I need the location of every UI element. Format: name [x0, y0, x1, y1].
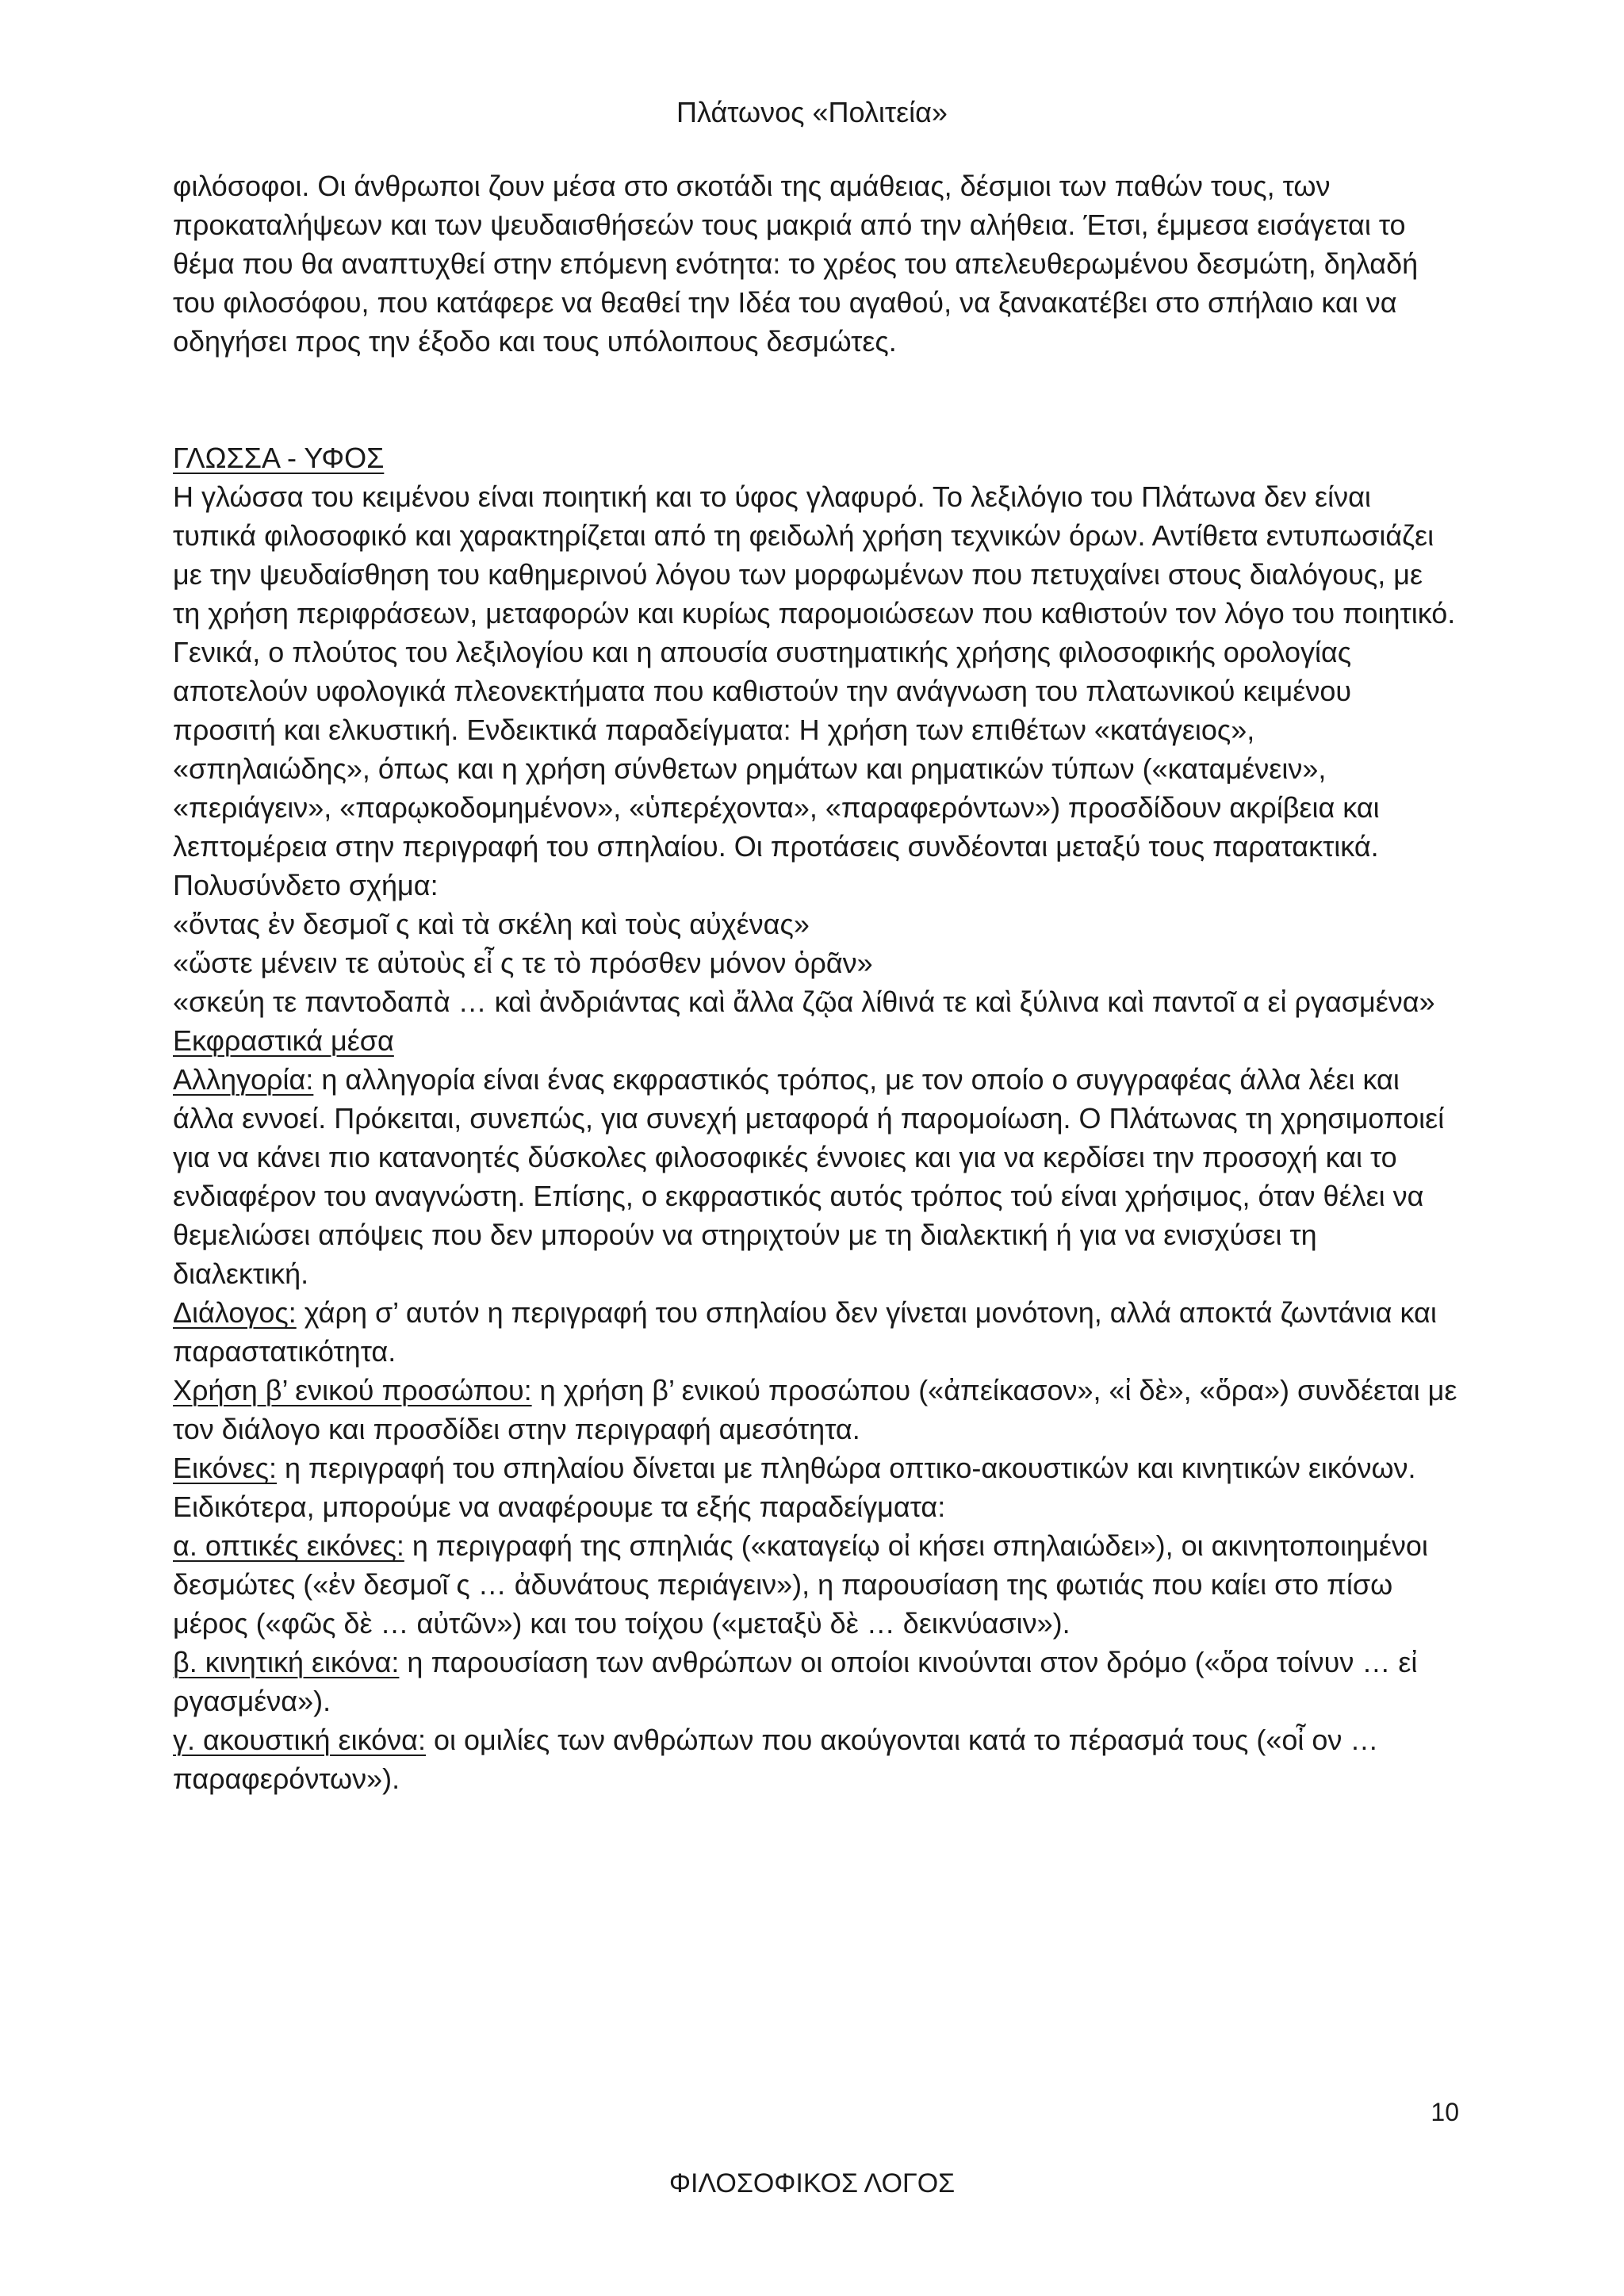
item-label: Εικόνες: — [173, 1452, 277, 1484]
expressive-item-visual-images — [173, 1526, 1457, 1643]
expressive-item-acoustic-image — [173, 1720, 1457, 1798]
page-header-title: Πλάτωνος «Πολιτεία» — [676, 96, 948, 128]
language-paragraph: Η γλώσσα του κειμένου είναι ποιητική και το ύφος γλαφυρό. Το λεξιλόγιο του Πλάτωνα δεν είναι τυπικά φιλοσοφικό και χαρακτηρίζεται από τη φειδωλή χρήση τεχνικών όρων. Αντίθετα εντυπωσιάζει με την ψευδαίσθηση του καθημερινού λόγου των μορφωμένων που πετυχαίνει στους διαλόγους, με τη χρήση περιφράσεων, μεταφορών και κυρίως παρομοιώσεων που καθιστούν τον λόγο του ποιητικό. Γενικά, ο πλούτος του λεξιλογίου και η απουσία συστηματικής χρήσης φιλοσοφικής ορολογίας αποτελούν υφολογικά πλεονεκτήματα που καθιστούν την ανάγνωση του πλατωνικού κειμένου προσιτή και ελκυστική. Ενδεικτικά παραδείγματα: Η χρήση των επιθέτων «κατάγειος», «σπηλαιώδης», όπως και η χρήση σύνθετων ρημάτων και ρηματικών τύπων («καταμένειν», «περιάγειν», «παρῳκοδομημένον», «ὑπερέχοντα», «παραφερόντων») προσδίδουν ακρίβεια και λεπτομέρεια στην περιγραφή του σπηλαίου. Οι προτάσεις συνδέονται μεταξύ τους παρατακτικά. Πολυσύνδετο σχήμα: — [173, 480, 1456, 901]
section-heading-language-text: ΓΛΩΣΣΑ - ΥΦΟΣ — [173, 442, 385, 474]
section-heading-language — [173, 438, 1457, 477]
expressive-item-dialogue — [173, 1293, 1457, 1371]
item-text: η περιγραφή του σπηλαίου δίνεται με πληθώρα οπτικο-ακουστικών και κινητικών εικόνων. Ειδικότερα, μπορούμε να αναφέρουμε τα εξής παραδείγματα: — [173, 1452, 1416, 1523]
item-text: η χρήση β’ ενικού προσώπου («ἀπείκασον», «ἰ δὲ», «ὅρα») συνδέεται με τον διάλογο και προσδίδει στην περιγραφή αμεσότητα. — [173, 1374, 1457, 1445]
item-label: Διάλογος: — [173, 1296, 297, 1329]
document-body — [173, 166, 1457, 1798]
expressive-item-kinetic-image — [173, 1643, 1457, 1720]
expressive-item-images — [173, 1448, 1457, 1526]
item-text: η αλληγορία είναι ένας εκφραστικός τρόπος, με τον οποίο ο συγγραφέας άλλα λέει και άλλα εννοεί. Πρόκειται, συνεπώς, για συνεχή μεταφορά ή παρομοίωση. Ο Πλάτωνας τη χρησιμοποιεί για να κάνει πιο κατανοητές δύσκολες φιλοσοφικές έννοιες και για να κερδίσει την προσοχή και το ενδιαφέρον του αναγνώστη. Επίσης, ο εκφραστικός αυτός τρόπος τού είναι χρήσιμος, όταν θέλει να θεμελιώσει απόψεις που δεν μπορούν να στηριχτούν με τη διαλεκτική ή για να ενισχύσει τη διαλεκτική. — [173, 1063, 1445, 1290]
quote-line: «σκεύη τε παντοδαπὰ … καὶ ἀνδριάντας καὶ ἄλλα ζῷα λίθινά τε καὶ ξύλινα καὶ παντοῖ α εἰ ργασμένα» — [173, 985, 1435, 1018]
item-text: η παρουσίαση των ανθρώπων οι οποίοι κινούνται στον δρόμο («ὅρα τοίνυν … εἰ ργασμένα»). — [173, 1646, 1418, 1717]
item-text: χάρη σ’ αυτόν η περιγραφή του σπηλαίου δεν γίνεται μονότονη, αλλά αποκτά ζωντάνια και παραστατικότητα. — [173, 1296, 1437, 1368]
item-label: γ. ακουστική εικόνα: — [173, 1724, 426, 1756]
item-text: η περιγραφή της σπηλιάς («καταγείῳ οἰ κήσει σπηλαιώδει»), οι ακινητοποιημένοι δεσμώτες («ἐν δεσμοῖ ς … ἀδυνάτους περιάγειν»), η παρουσίαση της φωτιάς που καίει στο πίσω μέρος («φῶς δὲ … αὐτῶν») και του τοίχου («μεταξὺ δὲ … δεικνύασιν»). — [173, 1529, 1428, 1640]
expressive-item-second-person — [173, 1371, 1457, 1448]
item-text: οι ομιλίες των ανθρώπων που ακούγονται κατά το πέρασμά τους («οἶ ον … παραφερόντων»). — [173, 1724, 1379, 1795]
section-spacer — [173, 361, 1457, 438]
item-label: β. κινητική εικόνα: — [173, 1646, 400, 1678]
item-label: Χρήση β’ ενικού προσώπου: — [173, 1374, 532, 1406]
item-label: α. οπτικές εικόνες: — [173, 1529, 404, 1562]
intro-paragraph: φιλόσοφοι. Οι άνθρωποι ζουν μέσα στο σκοτάδι της αμάθειας, δέσμιοι των παθών τους, των προκαταλήψεων και των ψευδαισθήσεών τους μακριά από την αλήθεια. Έτσι, έμμεσα εισάγεται το θέμα που θα αναπτυχθεί στην επόμενη ενότητα: το χρέος του απελευθερωμένου δεσμώτη, δηλαδή του φιλοσόφου, που κατάφερε να θεαθεί την Ιδέα του αγαθού, να ξανακατέβει στο σπήλαιο και να οδηγήσει προς την έξοδο και τους υπόλοιπους δεσμώτες. — [173, 170, 1419, 358]
quote-line: «ὄντας ἐν δεσμοῖ ς καὶ τὰ σκέλη καὶ τοὺς αὐχένας» — [173, 908, 810, 940]
quote-line: «ὥστε μένειν τε αὐτοὺς εἶ ς τε τὸ πρόσθεν μόνον ὁρᾶν» — [173, 947, 873, 979]
page-footer-title: ΦΙΛΟΣΟΦΙΚΟΣ ΛΟΓΟΣ — [668, 2168, 956, 2198]
item-label: Αλληγορία: — [173, 1063, 314, 1096]
expressive-item-allegory — [173, 1060, 1457, 1293]
page-number: 10 — [1431, 2098, 1459, 2126]
subheading-expressive-means — [173, 1021, 1457, 1060]
subheading-expressive-means-text: Εκφραστικά μέσα — [173, 1024, 394, 1057]
